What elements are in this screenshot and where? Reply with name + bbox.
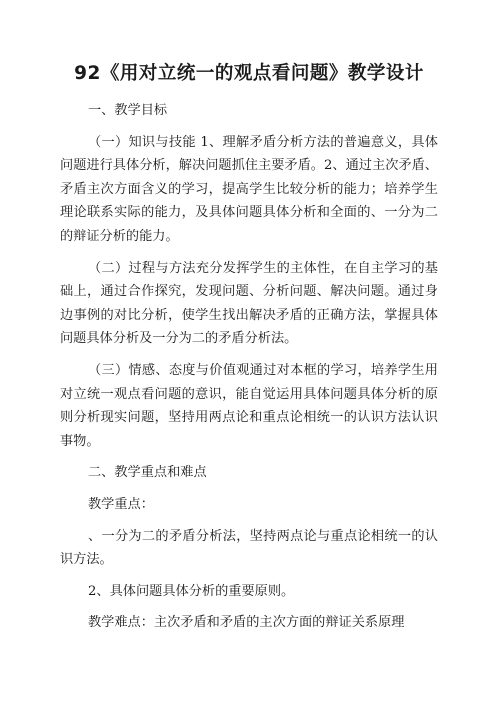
key-point-2: 2、具体问题具体分析的重要原则。 [88, 583, 295, 599]
difficult-point: 教学难点：主次矛盾和矛盾的主次方面的辩证关系原理 [88, 615, 405, 631]
section-heading-objectives: 一、教学目标 [88, 103, 168, 118]
paragraph-process-methods: （二）过程与方法充分发挥学生的主体性，在自主学习的基础上，通过合作探究，发现问题、分析问题、解决问题。通过身边事例的对比分析，使学生找出解决矛盾的正确方法，掌握具体问题具体分析及一分为二的矛盾分析法。 [60, 260, 438, 347]
section-heading-key-points: 二、教学重点和难点 [88, 465, 207, 481]
document-page [60, 60, 438, 643]
paragraph-knowledge-skills: （一）知识与技能 1、理解矛盾分析方法的普遍意义，具体问题进行具体分析，解决问题抓住主要矛盾。2、通过主次矛盾、矛盾主次方面含义的学习，提高学生比较分析的能力；培养学生理论联系实际的能力，及具体问题具体分析和全面的、一分为二的辩证分析的能力。 [60, 134, 438, 244]
paragraph-emotion-values: （三）情感、态度与价值观通过对本框的学习，培养学生用对立统一观点看问题的意识，能自觉运用具体问题具体分析的原则分析现实问题，坚持用两点论和重点论相统一的认识方法认识事物。 [60, 362, 438, 449]
key-point-1: 、一分为二的矛盾分析法，坚持两点论与重点论相统一的认识方法。 [60, 528, 438, 568]
label-key-points: 教学重点： [88, 496, 154, 512]
document-title: 92《用对立统一的观点看问题》教学设计 [74, 63, 424, 84]
